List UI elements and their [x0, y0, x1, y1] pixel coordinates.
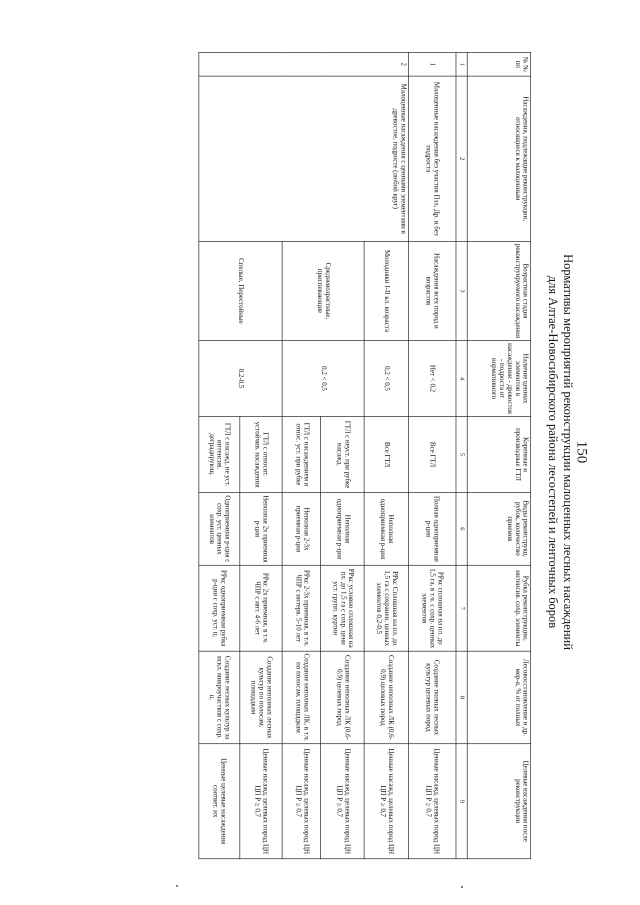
cut-kind-cell: Полная одноприемная р-ция	[408, 493, 456, 566]
table-row	[364, 52, 408, 858]
header-gtl: Коренные и производные ГТЛ	[467, 417, 530, 493]
stage-cell: Молодняки I-II кл. возраста	[364, 241, 408, 340]
column-number: 1	[456, 52, 467, 76]
gtl-cell: ГТЛ с неуст. при рубке насажд.	[321, 417, 365, 493]
table-row	[408, 52, 456, 858]
page-number: 150	[573, 440, 590, 464]
header-cut-kind: Виды реконструкц. рубок, количество приемов	[467, 493, 530, 566]
plantation-cell: Малоценные насаждения с ценными элементами в древостое, подросте (любой круг)	[199, 76, 408, 241]
column-number: 9	[456, 744, 467, 859]
plantation-cell: Малоценные насаждения без участия Пзл, Др. и без подроста	[408, 76, 456, 241]
header-target: Целевые насаждения после реконструкции	[467, 744, 530, 859]
cut-kind-cell: Неполная одноприемная р-ция	[364, 493, 408, 566]
header-share: Наличие ценных элементов в насаждении - древостоя - подроста от нормативного	[467, 341, 530, 417]
restore-cell: Создание неполных лесных культур по полосам, площадкам	[240, 651, 282, 744]
title-line-2: для Алтае-Новосибирского района лесостепей и ленточных боров	[546, 275, 560, 629]
cut-kind-cell: Неполная 2-3х приемная р-ция	[282, 493, 321, 566]
column-number: 3	[456, 241, 467, 340]
gtl-cell: ГТЛ с относит. устойчив. насаждения	[240, 417, 282, 493]
header-no: № № пп	[467, 52, 530, 76]
share-cell: 0,2-0,5	[199, 341, 282, 417]
share-cell: Нет < 0,2	[408, 341, 456, 417]
header-plantation: Насаждения, подлежащие реконструкции, относящиеся к малоценным	[467, 76, 530, 241]
header-row	[467, 52, 530, 858]
share-cell: 0,2 < 0,5	[364, 341, 408, 417]
stage-cell: Спелые, Перестойные	[199, 241, 282, 340]
column-number: 4	[456, 341, 467, 417]
row-number: 1	[408, 52, 456, 76]
standards-table-frame	[199, 52, 531, 858]
cut-detail-cell: РРкс 2х приемная, в т.ч. ЧПР с инт. 4-6 лет	[240, 565, 282, 651]
cut-detail-cell: РРкс условно сплошная на пл. до 1,5 га с сохр. цени уст. групп. куртин	[321, 565, 365, 651]
target-cell: Ценные насажд. целевых пород ЦН ЦП Р ≥ 0,7	[408, 744, 456, 859]
restore-cell: Создание лесных культур за искл. микроучастков с сохр. ц.	[199, 651, 240, 744]
gtl-cell: ГТЛ с насаждением и относ. уст. при рубке	[282, 417, 321, 493]
scan-speck	[461, 886, 463, 888]
target-cell: Ценные насажд. целевых пород ЦН ЦП Р ≥ 0,7	[240, 744, 282, 859]
cut-kind-cell: Одноприемная р-ция с сохр. уст. ценных элементов	[199, 493, 240, 566]
header-stage: Возрастная стадия реконструируемого насаждения	[467, 241, 530, 340]
stage-cell: Насаждения всех пород и возрастов	[408, 241, 456, 340]
gtl-cell: Все ГТЛ	[364, 417, 408, 493]
share-cell: 0,2 < 0,5	[282, 341, 364, 417]
cut-detail-cell: РРкс одноприемная рубка р-ции с сохр. уст. ц.	[199, 565, 240, 651]
column-number: 8	[456, 651, 467, 744]
scan-speck	[176, 885, 178, 887]
stage-cell: Средневозрастные, приспевающие	[282, 241, 364, 340]
target-cell: Ценные насажд. целевых пород ЦН ЦП Р ≥ 0,7	[282, 744, 321, 859]
gtl-cell: Все ГТЛ	[408, 417, 456, 493]
cut-kind-cell: Неполная 2х приемная р-ция	[240, 493, 282, 566]
document-title	[545, 42, 575, 862]
cut-detail-cell: РРкс Сплошная на пл. до 1,5 га с сохранен. ценных элементов 0,2-0,5	[364, 565, 408, 651]
title-line-1: Нормативы мероприятий реконструкции малоценных лесных насаждений	[561, 254, 575, 650]
target-cell: Ценные насажд. целевых пород ЦН ЦП Р ≥ 0,7	[364, 744, 408, 859]
restore-cell: Создание неполных ЛК (0,6-0,9) целевых пород	[321, 651, 365, 744]
target-cell: Ценные насажд. целевых пород ЦН ЦП Р ≥ 0,7	[321, 744, 365, 859]
header-restore: Лесовосстановление и др. мер-я, % от полных	[467, 651, 530, 744]
target-cell: Ценные целевые насаждения соответ. их	[199, 744, 240, 859]
restore-cell: Создание неполных ЛК (0,6-0,9) целевых пород	[364, 651, 408, 744]
restore-cell: Создание неполных ЛК, в т.ч. по полосам, площадкам	[282, 651, 321, 744]
cut-detail-cell: РРкс сплошная на пл. до 1,5 га, в т.ч. с сохр. ценных элементов	[408, 565, 456, 651]
row-number: 2	[199, 52, 408, 76]
column-number: 5	[456, 417, 467, 493]
gtl-cell: ГТЛ с насажд. не уст. интенсив. деградирующ.	[199, 417, 240, 493]
standards-table	[199, 52, 531, 859]
header-cut-detail: Рубка реконструкции, интенсив. сохр. элементы	[467, 565, 530, 651]
column-number-row	[456, 52, 467, 858]
column-number: 6	[456, 493, 467, 566]
restore-cell: Создание полных лесных культур целевых пород	[408, 651, 456, 744]
cut-kind-cell: Неполная одноприемная р-ция	[321, 493, 365, 566]
cut-detail-cell: РРкс 2-3х приемная, в т.ч. ЧПР с интерв. 5-10 лет	[282, 565, 321, 651]
column-number: 2	[456, 76, 467, 241]
column-number: 7	[456, 565, 467, 651]
